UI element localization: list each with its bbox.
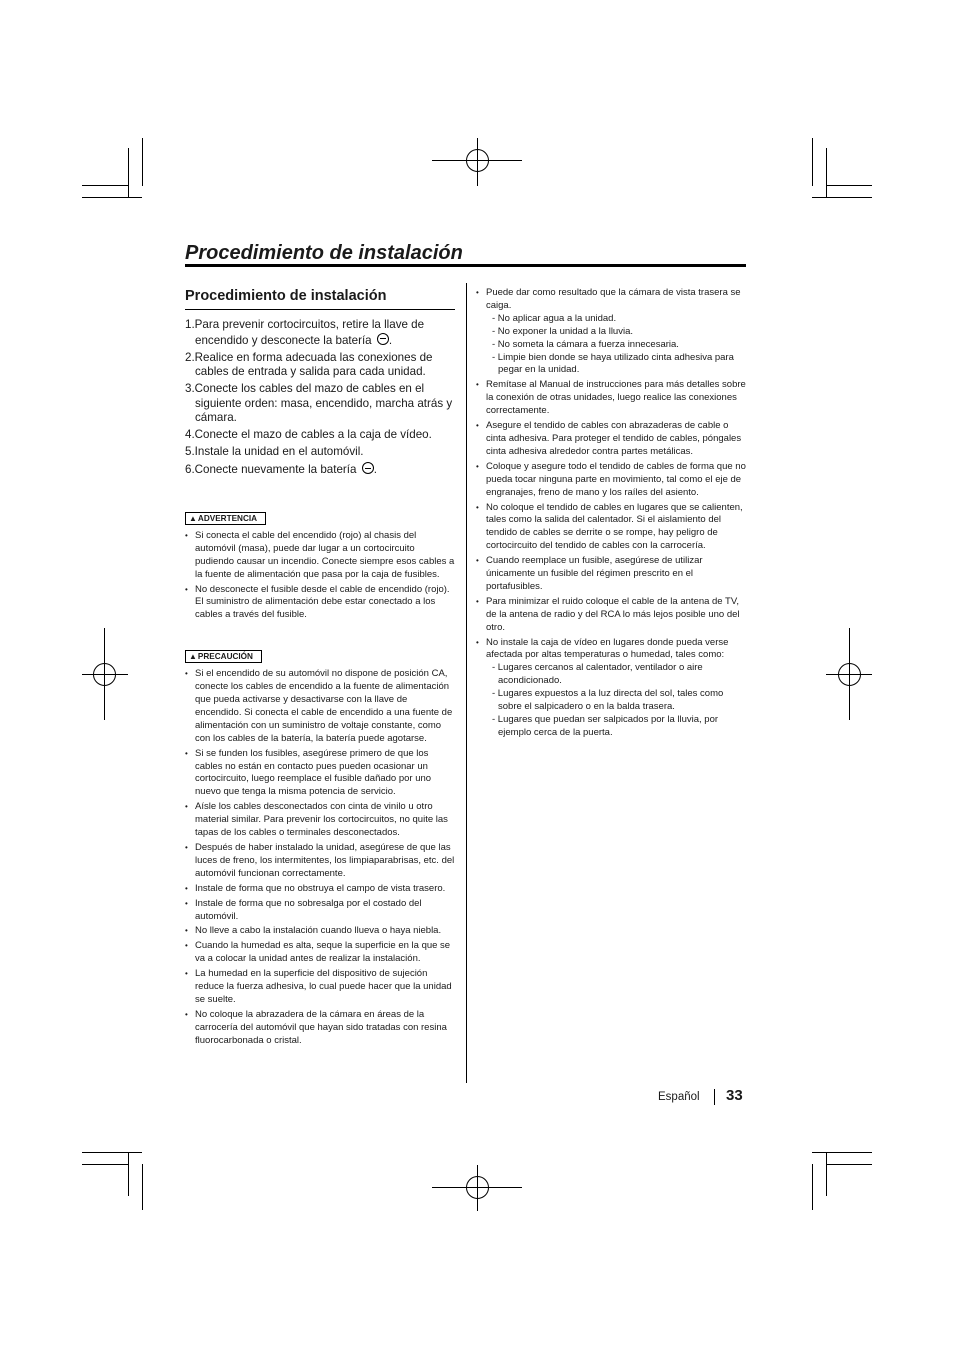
crop-mark: [812, 1164, 813, 1210]
sub-list-text: - No exponer la unidad a la lluvia.: [492, 325, 634, 337]
sub-list-item: [492, 688, 746, 714]
sub-list-item: [492, 662, 746, 688]
battery-negative-terminal-icon: [377, 333, 389, 345]
list-item: • Para minimizar el ruido coloque el cable de la antena de TV, de la antena de radio y del RCA lo más lejos posible uno del otro.: [476, 596, 746, 635]
list-item: • No desconecte el fusible desde el cable de encendido (rojo). El suministro de alimentación debe estar conectado a los cables a través del fusible.: [185, 584, 455, 623]
list-item: • Aísle los cables desconectados con cinta de vinilo u otro material similar. Para prevenir los cortocircuitos, no quite las tapas de los cables o terminales desconectados.: [185, 801, 455, 840]
caution-badge: [185, 650, 262, 663]
registration-circle: [466, 1176, 489, 1199]
sub-list-text: - No someta la cámara a fuerza innecesaria.: [492, 338, 679, 350]
list-item-text: Puede dar como resultado que la cámara de vista trasera se caiga.: [486, 287, 741, 311]
step-text: 1.Para prevenir cortocircuitos, retire la llave de encendido y desconecte la batería: [185, 318, 425, 347]
crop-mark: [826, 148, 827, 198]
sub-list: [486, 662, 746, 739]
list-item: • Cuando la humedad es alta, seque la superficie en la que se va a colocar la unidad antes de realizar la instalación.: [185, 940, 455, 966]
right-column: [476, 287, 746, 742]
warning-block: [185, 508, 455, 622]
step-text: 6.Conecte nuevamente la batería: [185, 463, 357, 477]
crop-mark: [826, 185, 872, 186]
step-item: 4.Conecte el mazo de cables a la caja de vídeo.: [185, 428, 432, 442]
page-number: 33: [726, 1087, 743, 1104]
footer-separator: [714, 1089, 715, 1105]
registration-circle: [93, 663, 116, 686]
caution-block: [185, 646, 455, 1047]
crop-mark: [128, 148, 129, 198]
warning-list: [185, 530, 455, 622]
list-item: • Remítase al Manual de instrucciones para más detalles sobre la conexión de otras unidades, luego realice las conexiones correctamente.: [476, 379, 746, 418]
crop-mark: [826, 1164, 872, 1165]
sub-list-text: - No aplicar agua a la unidad.: [492, 312, 617, 324]
list-item: • Si el encendido de su automóvil no dispone de posición CA, conecte los cables de encendido a la fuente de alimentación que pueda activarse y desactivarse con la llave de encendido. Si conecta el cable de encendido a una fuente de alimentación con un suministro de voltaje constante, como con los cables de la batería, la batería puede agotarse.: [185, 668, 455, 745]
crop-mark: [812, 197, 872, 198]
list-item: • Si se funden los fusibles, asegúrese primero de que los cables no están en contacto pues pueden ocasionar un cortocircuito, luego reemplace el fusible dañado por uno nuevo que tenga la misma potencia de servicio.: [185, 748, 455, 800]
step-item: 6.Conecte nuevamente la batería .: [185, 463, 377, 477]
crop-mark: [82, 1164, 128, 1165]
list-item: • Si conecta el cable del encendido (rojo) al chasis del automóvil (masa), puede dar lugar a un cortocircuito pudiendo causar un incendio. Conecte siempre esos cables a la fuente de alimentación que pasa por la caja de fusibles.: [185, 530, 455, 582]
crop-mark: [826, 1152, 827, 1196]
crop-mark: [82, 185, 128, 186]
notes-list: [476, 287, 746, 740]
left-column: [185, 287, 455, 1050]
step-item: 1.Para prevenir cortocircuitos, retire la llave de encendido y desconecte la batería .: [185, 318, 425, 347]
crop-mark: [142, 138, 143, 186]
list-item: • Instale de forma que no sobresalga por el costado del automóvil.: [185, 898, 455, 924]
warning-label: ADVERTENCIA: [197, 513, 258, 523]
sub-list-item: [492, 313, 746, 326]
caution-list: [185, 668, 455, 1047]
crop-mark: [142, 1164, 143, 1210]
list-item: • Coloque y asegure todo el tendido de cables de forma que no pueda tocar ninguna parte en movimiento, tal como el eje de engranajes, freno de mano y los raíles del asiento.: [476, 461, 746, 500]
warning-triangle-icon: ▲: [189, 513, 197, 523]
title-rule: [185, 264, 746, 267]
list-item: • No lleve a cabo la instalación cuando llueva o haya niebla.: [185, 925, 455, 938]
sub-list-text: - Lugares cercanos al calentador, ventilador o aire acondicionado.: [492, 662, 703, 687]
installation-steps: [185, 318, 455, 478]
list-item: • No coloque la abrazadera de la cámara en áreas de la carrocería del automóvil que hayan sido tratadas con resina fluorocarbonada o cristal.: [185, 1009, 455, 1048]
sub-list-text: - Lugares expuestos a la luz directa del sol, tales como sobre el salpicadero o en la balda trasera.: [492, 688, 724, 713]
list-item: • No coloque el tendido de cables en lugares que se calienten, tales como la salida del calentador. Si el aislamiento del tendido de cables se derrite o se rompe, hay peligro de cortocircuito del tendido de cables con la carrocería.: [476, 502, 746, 554]
warning-triangle-icon: ▲: [189, 652, 197, 662]
list-item: • La humedad en la superficie del dispositivo de sujeción reduce la fuerza adhesiva, lo cual puede hacer que la unidad se suelte.: [185, 968, 455, 1007]
list-item: • Cuando reemplace un fusible, asegúrese de utilizar únicamente un fusible del régimen prescrito en el portafusibles.: [476, 555, 746, 594]
sub-list-item: [492, 326, 746, 339]
list-item: • Después de haber instalado la unidad, asegúrese de que las luces de freno, los intermitentes, los limpiaparabrisas, etc. del automóvil funcionan correctamente.: [185, 842, 455, 881]
column-divider: [466, 283, 467, 1083]
warning-badge: [185, 512, 266, 525]
step-item: 5.Instale la unidad en el automóvil.: [185, 445, 364, 459]
list-item: • Asegure el tendido de cables con abrazaderas de cable o cinta adhesiva. Para proteger el tendido de cables, póngales cinta adhesiva alrededor contra partes metálicas.: [476, 420, 746, 459]
crop-mark: [812, 1152, 872, 1153]
caution-label: PRECAUCIÓN: [197, 652, 253, 662]
registration-circle: [838, 663, 861, 686]
list-item: [476, 287, 746, 377]
sub-list: [486, 313, 746, 378]
battery-negative-terminal-icon: [362, 462, 374, 474]
list-item-text: No instale la caja de vídeo en lugares donde pueda verse afectada por altas temperaturas o humedad, tales como:: [486, 636, 729, 661]
list-item: [476, 637, 746, 740]
step-item: 3.Conecte los cables del mazo de cables en el siguiente orden: masa, encendido, marcha atrás y cámara.: [185, 382, 453, 425]
footer-language: Español: [658, 1091, 700, 1103]
crop-mark: [812, 138, 813, 186]
crop-mark: [82, 1152, 142, 1153]
sub-list-item: [492, 714, 746, 740]
sub-list-item: [492, 352, 746, 378]
sub-list-text: - Limpie bien donde se haya utilizado cinta adhesiva para pegar en la unidad.: [492, 351, 734, 376]
crop-mark: [82, 197, 142, 198]
section-title: Procedimiento de instalación: [185, 287, 455, 310]
registration-circle: [466, 149, 489, 172]
sub-list-text: - Lugares que puedan ser salpicados por la lluvia, por ejemplo cerca de la puerta.: [492, 714, 719, 738]
step-item: 2.Realice en forma adecuada las conexiones de cables de entrada y salida para cada unidad.: [185, 350, 433, 379]
crop-mark: [128, 1152, 129, 1196]
list-item: • Instale de forma que no obstruya el campo de vista trasero.: [185, 883, 455, 896]
page-title: Procedimiento de instalación: [185, 242, 463, 264]
sub-list-item: [492, 339, 746, 352]
